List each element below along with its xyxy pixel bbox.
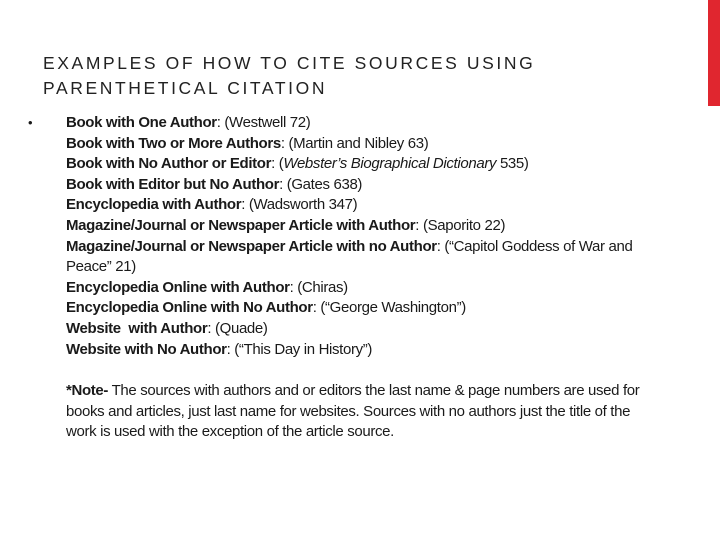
entry-citation: (Chiras) — [293, 278, 348, 296]
entry-label: Magazine/Journal or Newspaper Article with Author — [66, 216, 416, 234]
entry-citation: (Martin and Nibley 63) — [284, 134, 429, 152]
entry-label: Encyclopedia Online with Author — [66, 278, 290, 296]
entry-label: Encyclopedia with Author — [66, 196, 242, 214]
entry-citation: (“This Day in History”) — [230, 340, 373, 358]
entry-citation: ( — [274, 155, 284, 173]
entry-citation: (Quade) — [211, 319, 268, 337]
citation-entry — [66, 175, 648, 196]
entry-separator: : — [280, 134, 285, 152]
note-text: The sources with authors and or editors the last name & page numbers are used for books and articles, just last name for websites. Sources with no authors just the title of the work is used with the exception of the article source. — [66, 382, 640, 441]
entry-label: Book with No Author or Editor — [66, 155, 272, 173]
entry-label: Magazine/Journal or Newspaper Article with no Author — [66, 237, 437, 255]
entry-label: Website with Author — [66, 319, 208, 337]
entry-citation: (Gates 638) — [282, 175, 363, 193]
entry-citation: (Saporito 22) — [419, 216, 506, 234]
citation-entry — [66, 216, 648, 237]
citation-entry — [66, 237, 648, 278]
slide-content — [28, 113, 648, 443]
entry-separator: : — [436, 237, 441, 255]
entry-citation-title: Webster’s Biographical Dictionary — [283, 155, 497, 173]
entry-separator: : — [279, 175, 283, 193]
entry-citation: (“George Washington”) — [316, 299, 466, 317]
entry-separator: : — [271, 155, 275, 173]
entry-separator: : — [312, 299, 317, 317]
entry-label: Book with Editor but No Author — [66, 175, 280, 193]
entry-separator: : — [207, 319, 212, 337]
entry-label: Book with One Author — [66, 114, 217, 131]
citation-entry — [66, 113, 648, 134]
bullet-marker: • — [28, 115, 33, 130]
entry-label: Encyclopedia Online with No Author — [66, 299, 313, 317]
entry-citation: (Westwell 72) — [220, 114, 311, 131]
entry-citation: (Wadsworth 347) — [245, 196, 358, 214]
entry-citation: (“Capitol Goddess of War and Peace” 21) — [66, 237, 633, 276]
note-paragraph — [66, 381, 648, 443]
note-label: *Note- — [66, 382, 109, 400]
entry-separator: : — [241, 196, 246, 214]
slide-title: EXAMPLES OF HOW TO CITE SOURCES USING PARENTHETICAL CITATION — [43, 53, 536, 98]
citation-entry — [66, 134, 648, 155]
entry-separator: : — [289, 278, 294, 296]
citation-entry — [66, 154, 648, 175]
entry-separator: : — [415, 216, 420, 234]
citation-entry — [66, 340, 648, 361]
entry-citation-page: 535) — [496, 155, 529, 173]
accent-bar — [708, 0, 720, 106]
entry-label: Website with No Author — [66, 340, 227, 358]
citation-list — [66, 113, 648, 360]
entry-label: Book with Two or More Authors — [66, 134, 281, 152]
entry-separator: : — [226, 340, 231, 358]
citation-entry — [66, 298, 648, 319]
citation-entry — [66, 278, 648, 299]
citation-entry — [66, 319, 648, 340]
citation-entry — [66, 195, 648, 216]
entry-separator: : — [216, 114, 221, 131]
